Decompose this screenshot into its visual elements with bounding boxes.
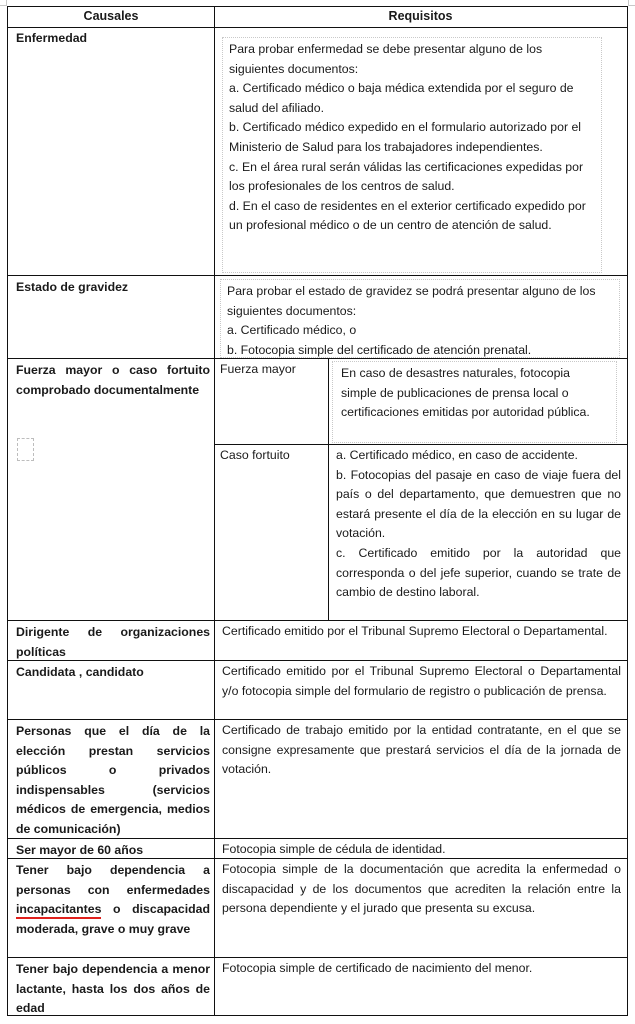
causal-fuerza-mayor: Fuerza mayor o caso fortuito comprobado documentalmente <box>16 363 210 397</box>
requisito-enfermedad <box>222 37 602 273</box>
requisito-caso-fortuito <box>328 445 627 603</box>
requirements-table <box>7 6 628 1016</box>
requisito-line: d. En el caso de residentes en el exterior certificado expedido por un profesional médico o de un centro de atención de salud. <box>229 198 586 233</box>
requisito-line: a. Certificado médico, en caso de accidente. <box>336 448 578 462</box>
causal-text: o discapacidad moderada, grave o muy grave <box>16 902 211 936</box>
sub-label-caso-fortuito: Caso fortuito <box>220 448 290 462</box>
causal-gravidez: Estado de gravidez <box>16 280 129 294</box>
requisito-servicios: Certificado de trabajo emitido por la entidad contratante, en el que se consigne expresamente que prestará servicios el día de la jornada de votación. <box>222 723 621 777</box>
requisito-line: b. Fotocopias del pasaje en caso de viaje fuera del país o del departamento, que demuestren que no estará presente el día de la elección en su lugar de votación. <box>336 467 621 541</box>
requisito-line: Para probar enfermedad se debe presentar alguno de los siguientes documentos: <box>229 42 543 76</box>
header-requisitos: Requisitos <box>388 9 453 23</box>
page-corner-mark-left <box>0 0 7 6</box>
header-causales: Causales <box>83 9 139 23</box>
requisito-line: Para probar el estado de gravidez se podrá presentar alguno de los siguientes documentos: <box>227 284 596 318</box>
requisito-gravidez <box>220 279 620 358</box>
empty-placeholder-box <box>17 438 34 461</box>
requisito-line: b. Certificado médico expedido en el formulario autorizado por el Ministerio de Salud para los trabajadores independientes. <box>229 120 582 154</box>
page-corner-mark-right <box>628 0 635 6</box>
causal-dependencia-enfermedad <box>8 859 214 939</box>
requisito-line: c. Certificado emitido por la autoridad que corresponda o del jefe superior, cuando se trate de cambio de destino laboral. <box>336 545 621 600</box>
causal-candidata: Candidata , candidato <box>16 665 144 679</box>
requisito-candidata: Certificado emitido por el Tribunal Supremo Electoral o Departamental y/o fotocopia simple del formulario de registro o publicación de prensa. <box>222 664 621 698</box>
causal-lactante: Tener bajo dependencia a menor lactante, hasta los dos años de edad <box>16 962 210 1016</box>
sub-label-fuerza-mayor: Fuerza mayor <box>220 362 296 376</box>
causal-mayor-60: Ser mayor de 60 años <box>16 843 144 857</box>
causal-enfermedad: Enfermedad <box>16 31 88 45</box>
requisito-line: c. En el área rural serán válidas las certificaciones expedidas por los profesionales de los centros de salud. <box>229 159 584 194</box>
causal-text: Tener bajo dependencia a personas con enfermedades <box>16 863 210 897</box>
requisito-line: a. Certificado médico o baja médica extendida por el seguro de salud del afiliado. <box>229 81 574 115</box>
causal-dirigente: Dirigente de organizaciones políticas <box>16 625 210 659</box>
causal-servicios: Personas que el día de la elección prestan servicios públicos o privados indispensables (servicios médicos de emergencia, medios de comunicación) <box>16 724 210 836</box>
requisito-dependencia-enfermedad: Fotocopia simple de la documentación que acredita la enfermedad o discapacidad y de los documentos que acrediten la relación entre la persona dependiente y el jurado que presenta su excusa. <box>222 862 621 916</box>
requisito-line: b. Fotocopia simple del certificado de atención prenatal. <box>227 342 532 357</box>
requisito-mayor-60: Fotocopia simple de cédula de identidad. <box>222 842 446 856</box>
requisito-lactante: Fotocopia simple de certificado de nacimiento del menor. <box>222 961 533 975</box>
requisito-fuerza-mayor: En caso de desastres naturales, fotocopia simple de publicaciones de prensa local o certificaciones emitidas por autoridad pública. <box>332 361 617 443</box>
requisito-dirigente: Certificado emitido por el Tribunal Supremo Electoral o Departamental. <box>222 624 608 638</box>
requisito-line: a. Certificado médico, o <box>227 323 357 338</box>
spellcheck-underlined-word[interactable]: incapacitantes <box>16 902 101 919</box>
